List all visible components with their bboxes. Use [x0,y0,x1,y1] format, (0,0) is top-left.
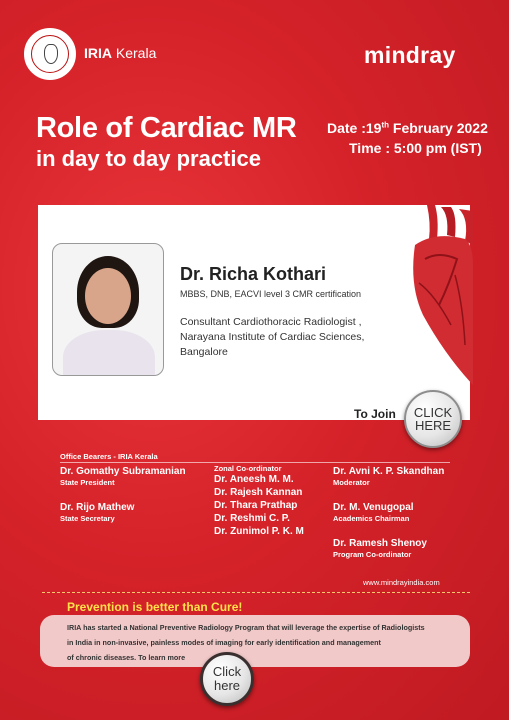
event-time: Time : 5:00 pm (IST) [349,140,482,156]
speaker-name: Dr. Richa Kothari [180,264,327,284]
mindray-logo: mindray [364,42,456,68]
event-date: Date :19th February 2022 [327,120,488,136]
event-title-line1: Role of Cardiac MR [36,112,297,144]
zonal-coordinators: Zonal Co-ordinator Dr. Aneesh M. M. Dr. Rajesh Kannan Dr. Thara Prathap Dr. Reshmi C. P. Dr. Zunimol P. K. M [214,464,304,537]
to-join-label: To Join [354,407,396,421]
click-here-join-button[interactable]: CLICK HERE [404,390,462,448]
office-bearer: Dr. Rijo Mathew State Secretary [60,502,135,523]
speaker-description: Consultant Cardiothoracic Radiologist , Narayana Institute of Cardiac Sciences, Bangalore [180,316,365,358]
speaker-qualifications: MBBS, DNB, EACVI level 3 CMR certification [180,289,362,299]
office-bearer: Dr. M. Venugopal Academics Chairman [333,502,414,523]
click-here-learn-more-button[interactable]: Click here [200,652,254,706]
event-title-line2: in day to day practice [36,146,261,171]
iria-logo [24,28,76,80]
prevention-title: Prevention is better than Cure! [67,600,243,614]
dashed-divider [42,592,470,593]
org-name: IRIA Kerala [84,45,157,61]
divider [60,462,450,463]
speaker-photo [52,243,164,376]
office-bearer: Dr. Avni K. P. Skandhan Moderator [333,466,445,487]
website-link[interactable]: www.mindrayindia.com [363,578,440,587]
heart-illustration [405,205,473,387]
prevention-text: IRIA has started a National Preventive Radiology Program that will leverage the expertise of Radiologists in India in non-invasive, painless modes of imaging for early identification and management of chronic diseases. To learn more [67,623,425,662]
office-bearer: Dr. Ramesh Shenoy Program Co-ordinator [333,538,427,559]
office-bearer: Dr. Gomathy Subramanian State President [60,466,186,487]
office-bearers-heading: Office Bearers - IRIA Kerala [60,452,158,461]
